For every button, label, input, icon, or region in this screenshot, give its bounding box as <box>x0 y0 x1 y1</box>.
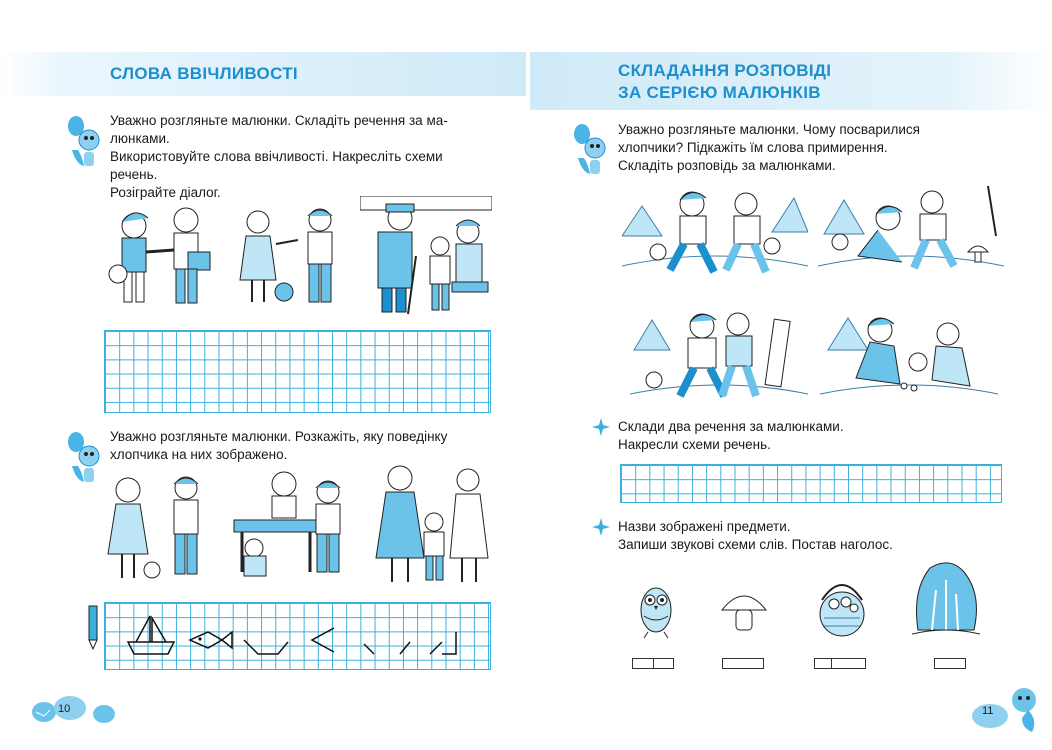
right-page-title <box>618 60 831 104</box>
illustration-girl-boy-icecream <box>236 200 346 312</box>
illustration-crying-girl-and-boy <box>104 470 214 586</box>
page-number-badge-right <box>966 674 1046 736</box>
left-task1-text <box>110 112 448 202</box>
sparkle-star-icon <box>592 418 610 436</box>
illustration-bus-elder-and-boy <box>360 196 492 316</box>
text-line: хлопчика на них зображено. <box>110 447 288 462</box>
story-panel-4 <box>820 300 998 408</box>
pencil-icon <box>84 602 102 650</box>
story-panel-1 <box>622 176 808 284</box>
basket-of-mushrooms-icon <box>814 578 870 638</box>
page-number-left: 10 <box>58 703 71 715</box>
left-writing-grid-1[interactable] <box>104 330 491 413</box>
right-page <box>526 0 1052 750</box>
sound-scheme-owl[interactable] <box>632 658 674 669</box>
mascot-squirrel-icon <box>62 110 106 172</box>
text-line: хлопчики? Підкажіть їм слова примирення. <box>618 140 888 155</box>
right-writing-grid[interactable] <box>620 464 1002 503</box>
right-task3-text <box>618 518 893 554</box>
page-number-badge-left <box>24 690 120 730</box>
sparkle-star-icon <box>592 518 610 536</box>
story-panel-3 <box>630 300 808 408</box>
left-page-title: СЛОВА ВВІЧЛИВОСТІ <box>110 64 298 83</box>
text-line: Розіграйте діалог. <box>110 185 221 200</box>
mascot-squirrel-icon <box>568 118 612 188</box>
story-panel-2 <box>818 176 1004 284</box>
sound-scheme-mushroom[interactable] <box>722 658 764 669</box>
text-line: Запиши звукові схеми слів. Постав наголос. <box>618 537 893 552</box>
forest-thicket-icon <box>912 560 980 640</box>
mushroom-icon <box>720 588 768 634</box>
illustration-boys-handshake <box>104 200 224 312</box>
mascot-squirrel-icon <box>62 426 106 490</box>
page-number-right: 11 <box>982 705 994 717</box>
right-task2-text <box>618 418 844 454</box>
right-task1-text <box>618 121 920 175</box>
text-line: Склади два речення за малюнками. <box>618 419 844 434</box>
left-task2-text <box>110 428 447 464</box>
sound-scheme-basket[interactable] <box>814 658 866 669</box>
text-line: Використовуйте слова ввічливості. Накресліть схеми <box>110 149 443 164</box>
text-line: люнками. <box>110 131 170 146</box>
title-line: ЗА СЕРІЄЮ МАЛЮНКІВ <box>618 83 821 102</box>
text-line: Накресли схеми речень. <box>618 437 771 452</box>
text-line: Уважно розгляньте малюнки. Складіть речення за ма- <box>110 113 448 128</box>
text-line: Складіть розповідь за малюнками. <box>618 158 836 173</box>
text-line: Назви зображені предмети. <box>618 519 791 534</box>
sentence-scheme-drawings <box>104 602 489 668</box>
text-line: речень. <box>110 167 158 182</box>
title-line: СКЛАДАННЯ РОЗПОВІДІ <box>618 61 832 80</box>
illustration-woman-and-boy <box>364 462 496 588</box>
sound-scheme-forest[interactable] <box>934 658 966 669</box>
owl-icon <box>634 576 680 642</box>
text-line: Уважно розгляньте малюнки. Розкажіть, яку поведінку <box>110 429 448 444</box>
illustration-bench-play <box>228 468 352 586</box>
text-line: Уважно розгляньте малюнки. Чому посварилися <box>618 122 920 137</box>
